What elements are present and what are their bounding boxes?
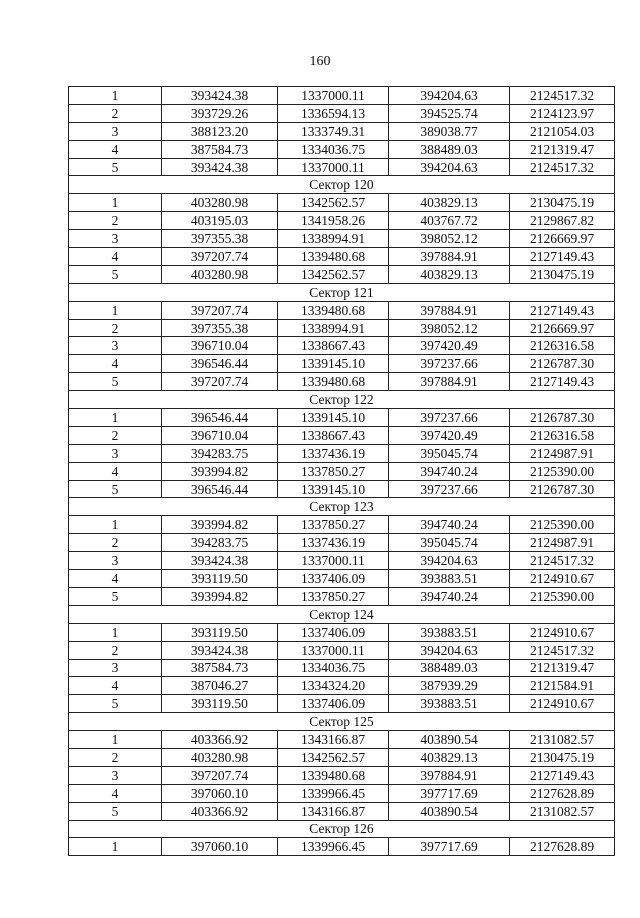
x2-cell: 394525.74 [389,104,510,122]
table-row [69,552,615,570]
x1-cell: 403280.98 [162,265,278,283]
x2-cell: 397884.91 [389,301,510,319]
point-number-cell: 2 [69,641,162,659]
point-number-cell: 2 [69,104,162,122]
x1-cell: 403366.92 [162,731,278,749]
y1-cell: 1338994.91 [278,319,389,337]
x1-cell: 393119.50 [162,695,278,713]
table-row [69,444,615,462]
y1-cell: 1337406.09 [278,623,389,641]
x2-cell: 397237.66 [389,409,510,427]
x1-cell: 393994.82 [162,587,278,605]
y1-cell: 1339966.45 [278,784,389,802]
table-row [69,838,615,856]
table-row [69,516,615,534]
x1-cell: 403195.03 [162,212,278,230]
y2-cell: 2124517.32 [510,158,615,176]
y1-cell: 1337850.27 [278,462,389,480]
y2-cell: 2130475.19 [510,748,615,766]
y1-cell: 1337436.19 [278,534,389,552]
x1-cell: 396710.04 [162,337,278,355]
x1-cell: 397207.74 [162,766,278,784]
table-row [69,194,615,212]
x2-cell: 394204.63 [389,641,510,659]
sector-title: Сектор 126 [69,820,615,838]
table-row [69,87,615,105]
x1-cell: 396546.44 [162,355,278,373]
y2-cell: 2131082.57 [510,802,615,820]
point-number-cell: 5 [69,587,162,605]
point-number-cell: 4 [69,677,162,695]
x2-cell: 393883.51 [389,623,510,641]
y2-cell: 2129867.82 [510,212,615,230]
y1-cell: 1341958.26 [278,212,389,230]
x2-cell: 394204.63 [389,87,510,105]
x2-cell: 394740.24 [389,516,510,534]
point-number-cell: 3 [69,552,162,570]
x1-cell: 397207.74 [162,248,278,266]
sector-header-row [69,605,615,623]
y2-cell: 2124910.67 [510,570,615,588]
y1-cell: 1338667.43 [278,426,389,444]
y2-cell: 2127149.43 [510,248,615,266]
x1-cell: 403280.98 [162,194,278,212]
x2-cell: 403829.13 [389,194,510,212]
table-row [69,301,615,319]
x2-cell: 403890.54 [389,802,510,820]
y2-cell: 2126316.58 [510,337,615,355]
x2-cell: 403829.13 [389,265,510,283]
table-row [69,641,615,659]
sector-title: Сектор 122 [69,391,615,409]
y2-cell: 2126787.30 [510,409,615,427]
page-number: 160 [309,54,331,69]
x2-cell: 397420.49 [389,426,510,444]
x1-cell: 397060.10 [162,838,278,856]
x1-cell: 393119.50 [162,570,278,588]
table-row [69,748,615,766]
y1-cell: 1339145.10 [278,355,389,373]
sector-title: Сектор 121 [69,283,615,301]
y1-cell: 1339145.10 [278,409,389,427]
sector-title: Сектор 123 [69,498,615,516]
x2-cell: 403767.72 [389,212,510,230]
point-number-cell: 1 [69,409,162,427]
y2-cell: 2124517.32 [510,552,615,570]
point-number-cell: 5 [69,480,162,498]
point-number-cell: 4 [69,140,162,158]
sector-title: Сектор 120 [69,176,615,194]
x1-cell: 393119.50 [162,623,278,641]
x2-cell: 397884.91 [389,766,510,784]
point-number-cell: 3 [69,444,162,462]
x2-cell: 394740.24 [389,587,510,605]
point-number-cell: 1 [69,731,162,749]
x1-cell: 403280.98 [162,748,278,766]
y2-cell: 2121054.03 [510,122,615,140]
coordinates-table [68,86,615,856]
y2-cell: 2130475.19 [510,194,615,212]
x2-cell: 403890.54 [389,731,510,749]
y1-cell: 1338667.43 [278,337,389,355]
table-row [69,230,615,248]
y2-cell: 2126316.58 [510,426,615,444]
point-number-cell: 4 [69,570,162,588]
sector-header-row [69,391,615,409]
x1-cell: 394283.75 [162,534,278,552]
y1-cell: 1334036.75 [278,140,389,158]
y2-cell: 2124987.91 [510,444,615,462]
x2-cell: 388489.03 [389,140,510,158]
x1-cell: 397355.38 [162,230,278,248]
table-row [69,731,615,749]
point-number-cell: 1 [69,623,162,641]
point-number-cell: 2 [69,319,162,337]
x1-cell: 387046.27 [162,677,278,695]
x2-cell: 397717.69 [389,838,510,856]
point-number-cell: 1 [69,516,162,534]
x2-cell: 393883.51 [389,695,510,713]
x1-cell: 387584.73 [162,659,278,677]
x1-cell: 387584.73 [162,140,278,158]
table-row [69,409,615,427]
x1-cell: 388123.20 [162,122,278,140]
x1-cell: 394283.75 [162,444,278,462]
point-number-cell: 5 [69,158,162,176]
point-number-cell: 2 [69,426,162,444]
point-number-cell: 1 [69,838,162,856]
y2-cell: 2121584.91 [510,677,615,695]
sector-header-row [69,283,615,301]
y2-cell: 2127149.43 [510,301,615,319]
point-number-cell: 5 [69,802,162,820]
x2-cell: 397717.69 [389,784,510,802]
table-row [69,534,615,552]
x1-cell: 397060.10 [162,784,278,802]
table-row [69,570,615,588]
y2-cell: 2131082.57 [510,731,615,749]
table-row [69,462,615,480]
y1-cell: 1339480.68 [278,766,389,784]
y2-cell: 2126787.30 [510,480,615,498]
y1-cell: 1342562.57 [278,265,389,283]
y1-cell: 1338994.91 [278,230,389,248]
x2-cell: 388489.03 [389,659,510,677]
x2-cell: 397884.91 [389,248,510,266]
y1-cell: 1342562.57 [278,748,389,766]
x1-cell: 403366.92 [162,802,278,820]
x1-cell: 397207.74 [162,301,278,319]
point-number-cell: 2 [69,748,162,766]
x2-cell: 395045.74 [389,534,510,552]
y2-cell: 2126787.30 [510,355,615,373]
sector-header-row [69,820,615,838]
y2-cell: 2126669.97 [510,319,615,337]
table-row [69,158,615,176]
y1-cell: 1337850.27 [278,587,389,605]
point-number-cell: 2 [69,534,162,552]
x2-cell: 394740.24 [389,462,510,480]
y1-cell: 1337436.19 [278,444,389,462]
y2-cell: 2125390.00 [510,516,615,534]
y2-cell: 2127628.89 [510,838,615,856]
point-number-cell: 3 [69,337,162,355]
y1-cell: 1339480.68 [278,373,389,391]
x2-cell: 398052.12 [389,230,510,248]
point-number-cell: 1 [69,87,162,105]
table-row [69,248,615,266]
x2-cell: 393883.51 [389,570,510,588]
x2-cell: 394204.63 [389,158,510,176]
y2-cell: 2125390.00 [510,587,615,605]
table-row [69,677,615,695]
x1-cell: 393729.26 [162,104,278,122]
table-row [69,319,615,337]
y2-cell: 2127149.43 [510,373,615,391]
point-number-cell: 4 [69,462,162,480]
y1-cell: 1336594.13 [278,104,389,122]
table-row [69,373,615,391]
point-number-cell: 1 [69,301,162,319]
y2-cell: 2124987.91 [510,534,615,552]
table-row [69,587,615,605]
y1-cell: 1334324.20 [278,677,389,695]
sector-header-row [69,498,615,516]
sector-title: Сектор 125 [69,713,615,731]
y1-cell: 1337000.11 [278,87,389,105]
y2-cell: 2121319.47 [510,140,615,158]
y1-cell: 1337406.09 [278,570,389,588]
x2-cell: 397420.49 [389,337,510,355]
x1-cell: 396546.44 [162,409,278,427]
y2-cell: 2127149.43 [510,766,615,784]
x1-cell: 397355.38 [162,319,278,337]
y2-cell: 2121319.47 [510,659,615,677]
x2-cell: 397884.91 [389,373,510,391]
x1-cell: 393994.82 [162,516,278,534]
x2-cell: 387939.29 [389,677,510,695]
point-number-cell: 1 [69,194,162,212]
point-number-cell: 4 [69,784,162,802]
x1-cell: 396546.44 [162,480,278,498]
table-row [69,766,615,784]
y2-cell: 2130475.19 [510,265,615,283]
table-row [69,802,615,820]
x2-cell: 397237.66 [389,355,510,373]
point-number-cell: 5 [69,265,162,283]
y2-cell: 2127628.89 [510,784,615,802]
point-number-cell: 5 [69,695,162,713]
table-row [69,623,615,641]
y1-cell: 1334036.75 [278,659,389,677]
point-number-cell: 3 [69,766,162,784]
y2-cell: 2125390.00 [510,462,615,480]
y1-cell: 1333749.31 [278,122,389,140]
y1-cell: 1337850.27 [278,516,389,534]
y1-cell: 1339480.68 [278,301,389,319]
table-row [69,695,615,713]
coordinates-table-body [69,87,615,856]
sector-title: Сектор 124 [69,605,615,623]
table-row [69,480,615,498]
point-number-cell: 4 [69,355,162,373]
table-row [69,337,615,355]
y1-cell: 1337000.11 [278,641,389,659]
table-row [69,355,615,373]
x1-cell: 396710.04 [162,426,278,444]
y2-cell: 2124517.32 [510,641,615,659]
y1-cell: 1339480.68 [278,248,389,266]
y1-cell: 1337000.11 [278,158,389,176]
table-row [69,265,615,283]
table-row [69,426,615,444]
y1-cell: 1343166.87 [278,731,389,749]
point-number-cell: 3 [69,122,162,140]
y2-cell: 2124517.32 [510,87,615,105]
x2-cell: 403829.13 [389,748,510,766]
y2-cell: 2124910.67 [510,695,615,713]
y1-cell: 1339145.10 [278,480,389,498]
point-number-cell: 5 [69,373,162,391]
sector-header-row [69,176,615,194]
table-row [69,784,615,802]
x1-cell: 393424.38 [162,87,278,105]
table-row [69,212,615,230]
x2-cell: 389038.77 [389,122,510,140]
table-row [69,140,615,158]
y1-cell: 1342562.57 [278,194,389,212]
y2-cell: 2124123.97 [510,104,615,122]
x1-cell: 393424.38 [162,641,278,659]
x1-cell: 393994.82 [162,462,278,480]
point-number-cell: 3 [69,230,162,248]
x2-cell: 397237.66 [389,480,510,498]
x2-cell: 398052.12 [389,319,510,337]
y1-cell: 1343166.87 [278,802,389,820]
x2-cell: 394204.63 [389,552,510,570]
table-row [69,659,615,677]
y2-cell: 2126669.97 [510,230,615,248]
y1-cell: 1337406.09 [278,695,389,713]
table-row [69,122,615,140]
x2-cell: 395045.74 [389,444,510,462]
y1-cell: 1339966.45 [278,838,389,856]
table-row [69,104,615,122]
x1-cell: 397207.74 [162,373,278,391]
point-number-cell: 3 [69,659,162,677]
x1-cell: 393424.38 [162,552,278,570]
y1-cell: 1337000.11 [278,552,389,570]
x1-cell: 393424.38 [162,158,278,176]
point-number-cell: 2 [69,212,162,230]
sector-header-row [69,713,615,731]
y2-cell: 2124910.67 [510,623,615,641]
point-number-cell: 4 [69,248,162,266]
